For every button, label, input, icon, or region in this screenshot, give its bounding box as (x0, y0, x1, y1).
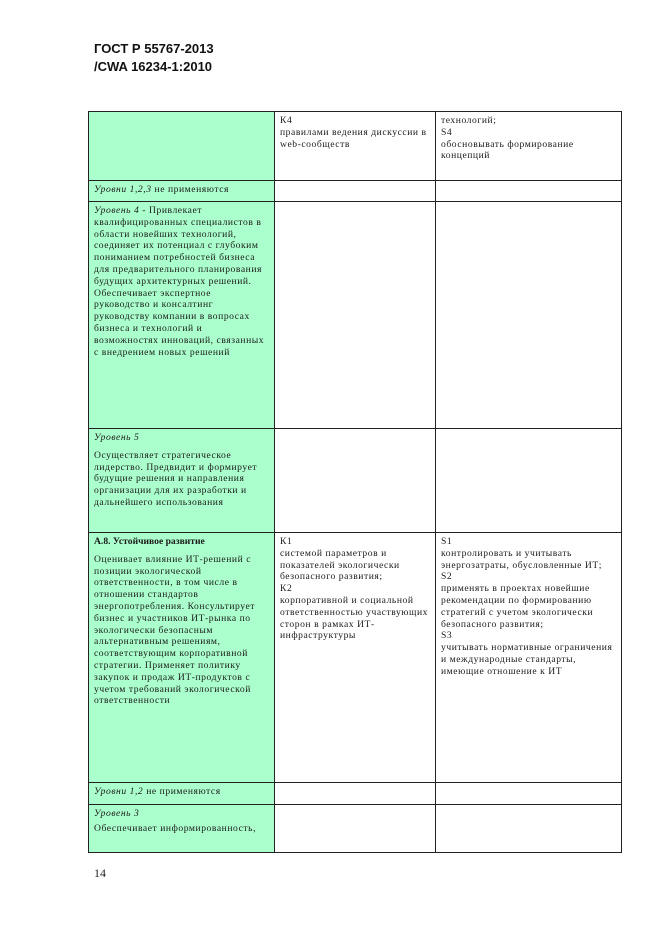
knowledge-text: правилами ведения дискуссии в web-сообществ (280, 126, 427, 150)
level-label: Уровень 3 (94, 808, 140, 819)
skills-cell (436, 533, 622, 783)
competence-title: А.8. Устойчивое развитие (94, 536, 205, 547)
skills-code: S1 (441, 536, 453, 547)
level-cell (89, 805, 275, 853)
empty-cell (436, 202, 622, 429)
empty-cell (436, 429, 622, 533)
skills-text: обосновывать формирование концепций (441, 138, 574, 162)
empty-cell (436, 805, 622, 853)
level-label: Уровень 5 (94, 432, 140, 443)
knowledge-cell (275, 533, 436, 783)
table-row (89, 181, 622, 202)
competence-cell (89, 112, 275, 181)
empty-cell (275, 805, 436, 853)
skills-code: S3 (441, 630, 453, 642)
empty-cell (275, 783, 436, 805)
document-header (94, 40, 214, 76)
page-number: 14 (94, 866, 106, 880)
level-label: Уровень 4 (94, 205, 140, 216)
table-row (89, 805, 622, 853)
cwa-number: /CWA 16234-1:2010 (94, 59, 213, 74)
skills-text: учитывать нормативные ограничения и международные стандарты, имеющие отношение к ИТ (441, 642, 613, 677)
level-label: Уровни 1,2 (94, 786, 144, 797)
level-cell (89, 783, 275, 805)
knowledge-code: К4 (280, 115, 293, 126)
skills-text: контролировать и учитывать энергозатраты, обусловленные ИТ; (441, 547, 602, 571)
empty-cell (436, 181, 622, 202)
knowledge-code: К2 (280, 583, 293, 595)
table-row (89, 783, 622, 805)
skills-text: применять в проектах новейшие рекомендации по формированию стратегий с учетом экологически безопасного развития; (441, 583, 594, 630)
empty-cell (275, 181, 436, 202)
knowledge-code: К1 (280, 536, 293, 547)
level-description: Обеспечивает информированность, (94, 822, 257, 834)
level-description: - Привлекает квалифицированных специалистов в области новейших технологий, соединяет их потенциал с глубоким пониманием потребностей бизнеса для предварительного планирования будущих архитектурных решений. Обеспечивает экспертное руководство и консалтинг руководству компании в вопросах бизнеса и технологий и возможностях инноваций, связанных с внедрением новых решений (94, 205, 265, 358)
empty-cell (436, 783, 622, 805)
table-row (89, 202, 622, 429)
level-cell (89, 181, 275, 202)
level-cell (89, 202, 275, 429)
level-note: не применяются (143, 786, 221, 797)
competence-cell (89, 533, 275, 783)
knowledge-text: корпоративной и социальной ответственностью участвующих сторон в рамках ИТ-инфраструктуры (280, 594, 428, 642)
empty-cell (275, 429, 436, 533)
skills-code: S2 (441, 571, 453, 583)
empty-cell (275, 202, 436, 429)
knowledge-cell (275, 112, 436, 181)
table-row (89, 112, 622, 181)
level-note: не применяются (151, 184, 229, 195)
level-cell (89, 429, 275, 533)
skills-text: технологий; (441, 115, 497, 126)
competence-table (88, 111, 622, 853)
table-row (89, 429, 622, 533)
knowledge-text: системой параметров и показателей экологически безопасного развития; (280, 547, 400, 583)
table-row (89, 533, 622, 783)
competence-description: Оценивает влияние ИТ-решений с позиции экологической ответственности, в том числе в отношении стандартов энергопотребления. Консультирует бизнес и участников ИТ-рынка по экологически безопасным альтернативным решениям, соответствующим корпоративной стратегии. Применяет политику закупок и продаж ИТ-продуктов с учетом требований экологической ответственности (94, 553, 256, 707)
level-description: Осуществляет стратегическое лидерство. Предвидит и формирует будущие решения и направления организации для их разработки и дальнейшего использования (94, 449, 258, 508)
skills-cell (436, 112, 622, 181)
standard-number: ГОСТ Р 55767-2013 (94, 41, 214, 56)
level-label: Уровни 1,2,3 (94, 184, 152, 195)
skills-code: S4 (441, 126, 453, 138)
